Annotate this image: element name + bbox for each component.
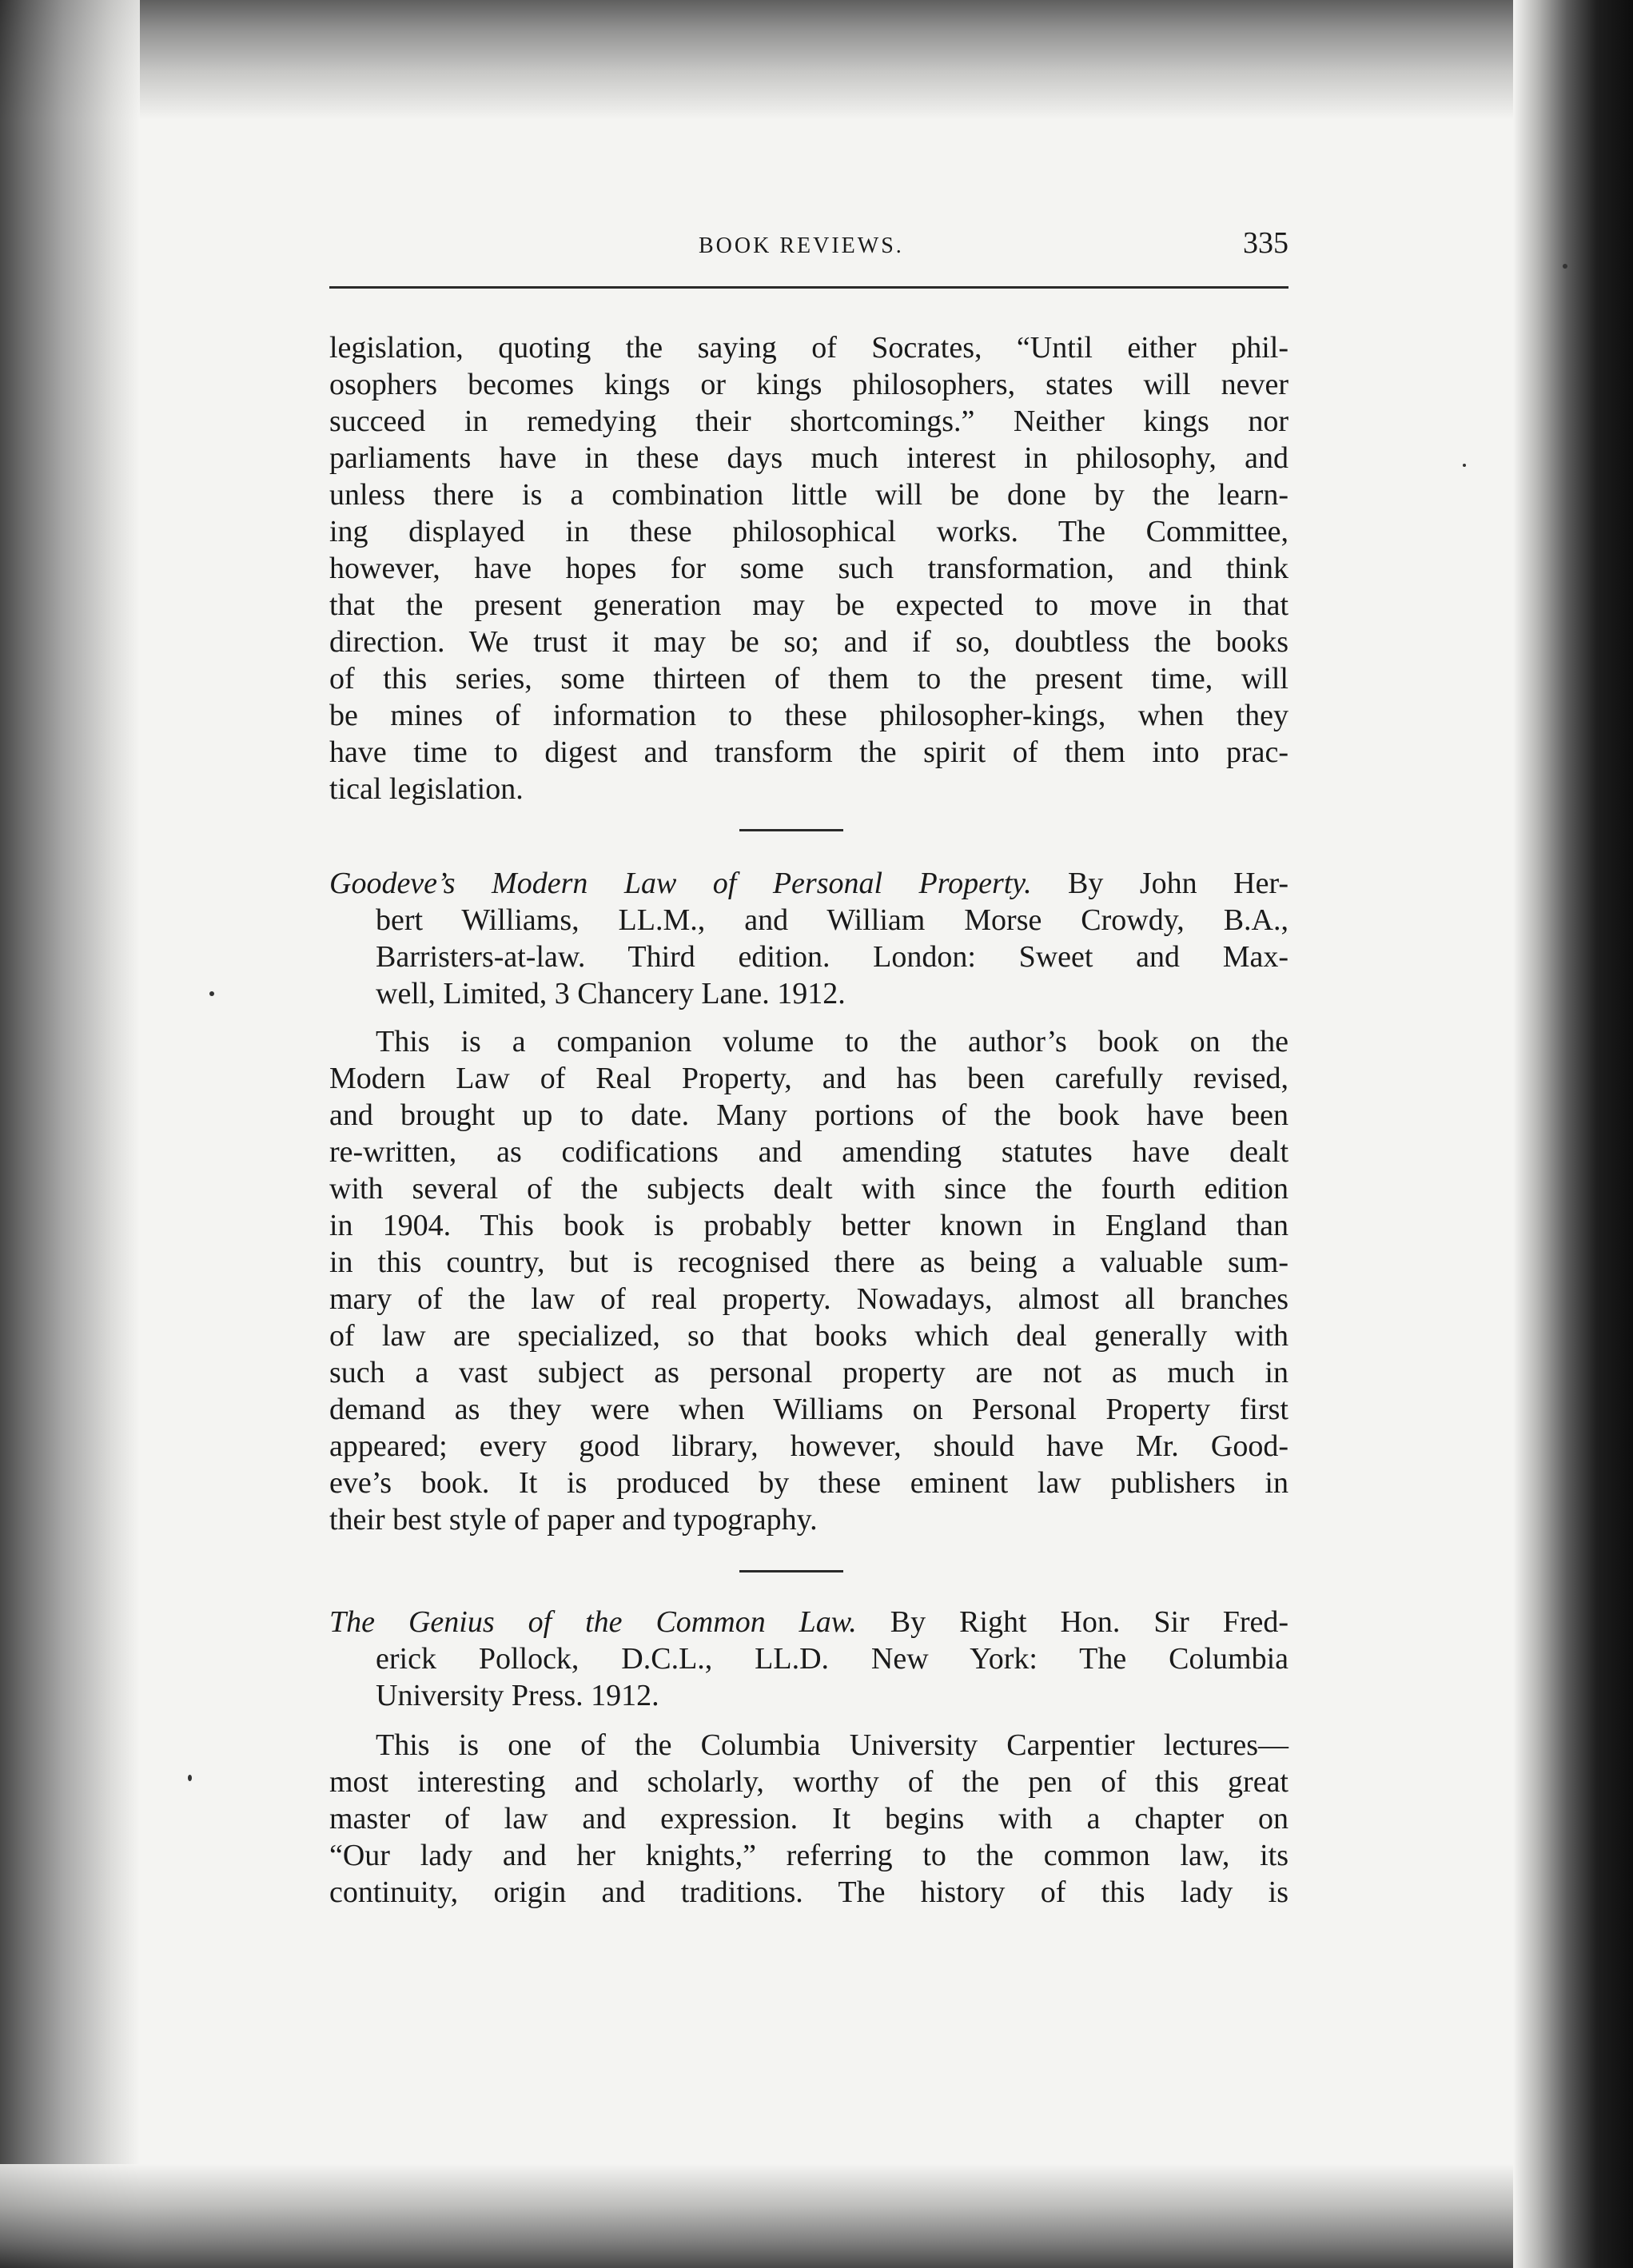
- page-number: 335: [1243, 226, 1288, 260]
- text-line: of law are specialized, so that books which deal generally with: [329, 1319, 1288, 1353]
- text-line: their best style of paper and typography.: [329, 1503, 818, 1537]
- scan-speck: [1463, 464, 1466, 467]
- scan-shadow-right: [1513, 0, 1633, 2268]
- text-line: ing displayed in these philosophical works. The Committee,: [329, 515, 1288, 548]
- book-title: The Genius of the Common Law.: [329, 1605, 857, 1639]
- citation-line: [329, 1604, 1288, 1640]
- text-line: “Our lady and her knights,” referring to the common law, its: [329, 1839, 1288, 1872]
- section-separator: [739, 1570, 843, 1572]
- citation-line: Barristers-at-law. Third edition. London: Sweet and Max-: [376, 940, 1288, 974]
- text-line: have time to digest and transform the spirit of them into prac-: [329, 735, 1288, 769]
- text-line: mary of the law of real property. Nowadays, almost all branches: [329, 1282, 1288, 1316]
- text-line: of this series, some thirteen of them to the present time, will: [329, 662, 1288, 696]
- text-line: direction. We trust it may be so; and if so, doubtless the books: [329, 625, 1288, 659]
- citation-line: University Press. 1912.: [376, 1679, 659, 1712]
- text-line: Modern Law of Real Property, and has been carefully revised,: [329, 1062, 1288, 1095]
- text-line: however, have hopes for some such transformation, and think: [329, 552, 1288, 585]
- text-line: be mines of information to these philosopher-kings, when they: [329, 699, 1288, 732]
- citation-line: well, Limited, 3 Chancery Lane. 1912.: [376, 977, 846, 1010]
- text-line: master of law and expression. It begins with a chapter on: [329, 1802, 1288, 1836]
- citation-line: erick Pollock, D.C.L., LL.D. New York: The Columbia: [376, 1642, 1288, 1676]
- text-line: This is a companion volume to the author’s book on the: [376, 1025, 1288, 1058]
- text-line: in 1904. This book is probably better known in England than: [329, 1209, 1288, 1242]
- text-line: that the present generation may be expected to move in that: [329, 588, 1288, 622]
- text-line: in this country, but is recognised there as being a valuable sum-: [329, 1246, 1288, 1279]
- scan-speck: [188, 1775, 192, 1781]
- running-head: [329, 226, 1288, 270]
- text-line: re-written, as codifications and amending statutes have dealt: [329, 1135, 1288, 1169]
- scan-shadow-top: [0, 0, 1633, 120]
- text-line: with several of the subjects dealt with since the fourth edition: [329, 1172, 1288, 1206]
- book-title: Goodeve’s Modern Law of Personal Property.: [329, 867, 1032, 900]
- citation-line: bert Williams, LL.M., and William Morse Crowdy, B.A.,: [376, 903, 1288, 937]
- section-separator: [739, 829, 843, 831]
- text-line: osophers becomes kings or kings philosophers, states will never: [329, 368, 1288, 401]
- scan-shadow-left: [0, 0, 140, 2268]
- text-line: unless there is a combination little will be done by the learn-: [329, 478, 1288, 512]
- text-line: most interesting and scholarly, worthy of the pen of this great: [329, 1765, 1288, 1799]
- text-line: and brought up to date. Many portions of the book have been: [329, 1098, 1288, 1132]
- text-line: demand as they were when Williams on Personal Property first: [329, 1393, 1288, 1426]
- running-title: BOOK REVIEWS.: [699, 233, 904, 258]
- citation-line: [329, 865, 1288, 902]
- text-line: such a vast subject as personal property are not as much in: [329, 1356, 1288, 1389]
- text-line: succeed in remedying their shortcomings.” Neither kings nor: [329, 405, 1288, 438]
- text-line: eve’s book. It is produced by these eminent law publishers in: [329, 1466, 1288, 1500]
- text-line: legislation, quoting the saying of Socrates, “Until either phil-: [329, 331, 1288, 365]
- text-line: This is one of the Columbia University Carpentier lectures—: [376, 1728, 1288, 1762]
- text-line: parliaments have in these days much interest in philosophy, and: [329, 441, 1288, 475]
- scan-shadow-bottom: [0, 2164, 1633, 2268]
- text-line: continuity, origin and traditions. The history of this lady is: [329, 1875, 1288, 1909]
- citation-text: By John Her-: [1031, 867, 1288, 900]
- citation-text: By Right Hon. Sir Fred-: [856, 1605, 1288, 1639]
- scan-speck: [1563, 264, 1567, 269]
- text-line: tical legislation.: [329, 772, 524, 806]
- scan-speck: [209, 991, 214, 996]
- header-rule: [329, 286, 1288, 289]
- text-line: appeared; every good library, however, should have Mr. Good-: [329, 1429, 1288, 1463]
